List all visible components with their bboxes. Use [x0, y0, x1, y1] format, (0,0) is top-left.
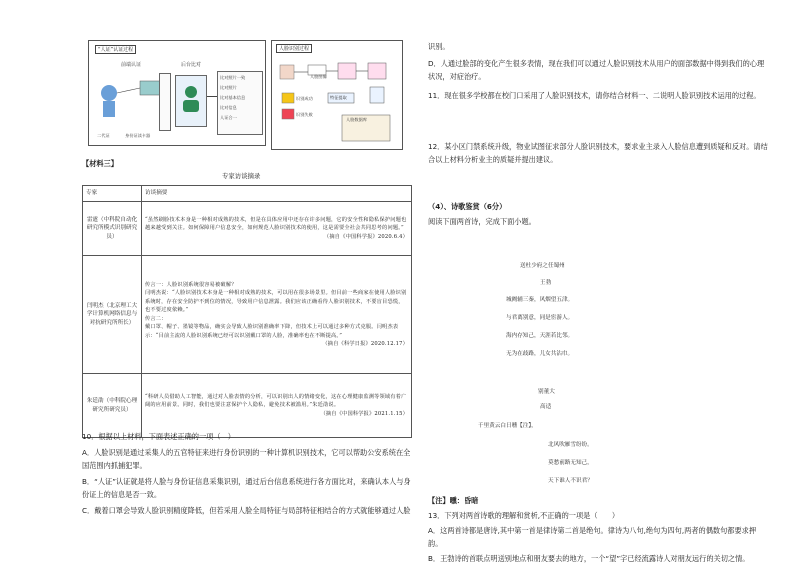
poem-title: 别董大: [538, 389, 555, 395]
diagram-label: 识别失败: [296, 112, 313, 117]
diagram-label: 特征提取: [330, 95, 347, 100]
expert-name: 闫明杰（北京理工大学计算机网络信息与对抗研究所所长）: [83, 256, 142, 374]
poem-1: [478, 262, 678, 359]
diagram-label: 后台比对: [181, 62, 202, 68]
poetry-heading: （4）、诗歌鉴赏（6分）: [428, 202, 507, 211]
table-row: [83, 374, 412, 438]
diagram-label: 二代证: [97, 133, 110, 138]
info-bar: [159, 73, 171, 131]
option-b[interactable]: B．王勃诗的首联点明送别地点和朋友要去的地方，一个“望”字已经流露诗人对朋友远行的关切之情。: [428, 554, 750, 563]
diagram-title: 人脸识别过程: [276, 44, 312, 53]
poem-author: 王勃: [540, 280, 552, 286]
source-citation: （摘自《中国科学报》2020.6.4）: [324, 233, 408, 240]
table-header-row: [83, 186, 412, 202]
face-recognition-diagram: [271, 40, 403, 150]
option-c[interactable]: C．戴着口罩会导致人脸识别精度降低，但若采用人脸全局特征与局部特征相结合的方式就能够通过人脸: [82, 506, 411, 515]
result-item: 比对照片: [220, 85, 237, 90]
result-item: 比对照片一致: [220, 75, 246, 80]
poem-line: 海内存知己，天涯若比邻。: [506, 333, 574, 339]
material-heading: 【材料三】: [82, 159, 118, 168]
poem-title: 送杜少府之任蜀州: [520, 263, 565, 269]
poem-line: 与君离别意，同是宦游人。: [506, 315, 574, 321]
interview-text: [142, 202, 412, 256]
question-11: 11．现在很多学校都在校门口采用了人脸识别技术，请你结合材料一、二说明人脸识别技术运用的过程。: [428, 91, 761, 100]
option-a[interactable]: A．人脸识别是通过采集人的五官特征来进行身份识别的一种计算机识别技术，它可以帮助公安系统在全国范围内抓捕犯罪。: [82, 448, 411, 470]
poem-line: 无为在歧路，儿女共沾巾。: [506, 351, 574, 357]
source-citation: （摘自《中国科学报》2021.1.15）: [320, 410, 408, 417]
poem-line: 城阙辅三秦，风烟望五津。: [506, 297, 574, 303]
poetry-intro: 阅读下面两首诗，完成下面小题。: [428, 217, 536, 226]
diagram-label: 人脸图像: [310, 74, 327, 79]
result-list: [217, 71, 263, 135]
result-item: 比对基本信息: [220, 95, 246, 100]
question-13: 13．下列对两首诗歌的理解和赏析,不正确的一项是（ ）: [428, 511, 620, 520]
result-item: 比对信息: [220, 105, 237, 110]
interview-quote: “虽然刷脸技术本身是一种相对成熟的技术，但是在具体应用中还存在许多问题，它的安全性和隐私保护问题也越来越受到关注。如何保障用户信息安全，如何规范人脸识别技术的使用，这是需要全社会共同思考的问题。”: [145, 216, 407, 232]
interview-table: [82, 185, 412, 438]
interview-text: [142, 374, 412, 438]
option-a[interactable]: A．这两首诗都是唐诗,其中第一首是律诗第二首是绝句。律诗为八句,绝句为四句,两者的偶数句都要求押韵。: [428, 526, 757, 548]
diagram-label: 前端认证: [121, 62, 142, 68]
rumor-question: 传言一：人脸识别系统很容易被破解？: [145, 281, 237, 288]
option-b[interactable]: B．“人证”认证就是将人脸与身份证信息采集识别，通过后台信息系统进行各方面比对，来确认本人与身份证上的信息是否一致。: [82, 477, 411, 499]
question-12: 12．某小区门禁系统升级，物业试图征求部分人脸识别技术，要求业主录入人脸信息遭到质疑和反对。请结合以上材料分析业主的质疑并提出建议。: [428, 142, 768, 164]
rumor-question: 传言二：: [145, 315, 167, 322]
poem-2: [478, 388, 678, 486]
header-summary: 访谈摘要: [142, 186, 412, 202]
interview-quote: “科研人员借助人工智能，通过对人脸表情的分析，可以识别出人的情绪变化，这在心理健康监测等领域有着广阔的应用前景。同时，我们也要注意保护个人隐私，避免技术被滥用。”朱廷劭说。: [145, 393, 407, 409]
option-d[interactable]: D．人通过脸部的变化产生很多表情，现在我们可以通过人脸识别技术从用户的面部数据中得到我们的心理状况，对症治疗。: [428, 59, 765, 81]
table-title: 专家访谈摘录: [222, 172, 261, 180]
diagram-label: 识别成功: [296, 96, 313, 101]
recognition-diagram: [88, 40, 266, 146]
poem-line: 北风吹雁雪纷纷。: [548, 442, 593, 448]
question-stem: 10．根据以上材料，下面表述正确的一项（ ）: [82, 432, 235, 441]
poem-author: 高适: [540, 404, 552, 410]
rumor-answer: 戴口罩、帽子、墨镜等物品，确实会导致人脸识别准确率下降，但技术上可以通过多种方式克服。闫明杰表示：“目前主流的人脸识别系统已经可以识别戴口罩的人脸，准确率也在不断提高。”: [145, 324, 399, 339]
continued-text: 识别。: [428, 42, 450, 51]
poem-line: 天下谁人不识君？: [548, 478, 593, 484]
expert-name: 雷霆（中科院自动化研究所模式识别研究员）: [83, 202, 142, 256]
arrow: [207, 96, 217, 97]
diagram-label: 人脸数据库: [346, 117, 367, 122]
interview-text: [142, 256, 412, 374]
poem-line: 莫愁前路无知己，: [548, 460, 593, 466]
question-10: [82, 430, 412, 517]
diagram-title: “人证”认证过程: [95, 45, 136, 54]
poem-line: 千里黄云白日曛【注】，: [478, 423, 537, 429]
source-citation: （摘自《科学日报》2020.12.17）: [322, 341, 408, 347]
table-row: [83, 202, 412, 256]
right-bottom: [428, 494, 768, 565]
table-row: [83, 256, 412, 374]
result-item: 人证合一: [220, 115, 237, 120]
poem-note: 【注】曛：昏暗: [428, 496, 479, 505]
id-card-panel: [175, 75, 207, 127]
user-icon: [176, 76, 206, 126]
right-column: [428, 40, 768, 228]
header-expert: 专家: [83, 186, 142, 202]
expert-name: 朱廷劭（中科院心理研究所研究员）: [83, 374, 142, 438]
diagram-label: 身份证读卡器: [125, 133, 151, 138]
rumor-answer: 闫明杰说：“人脸识别技术本身是一种相对成熟的技术，可以用在很多场景里。但目前一些商家在使用人脸识别系统时，存在安全防护不到位的情况，导致用户信息泄露。我们应该正确看待人脸识别技术，不要盲目恐慌，也不要过度依赖。”: [145, 290, 407, 313]
